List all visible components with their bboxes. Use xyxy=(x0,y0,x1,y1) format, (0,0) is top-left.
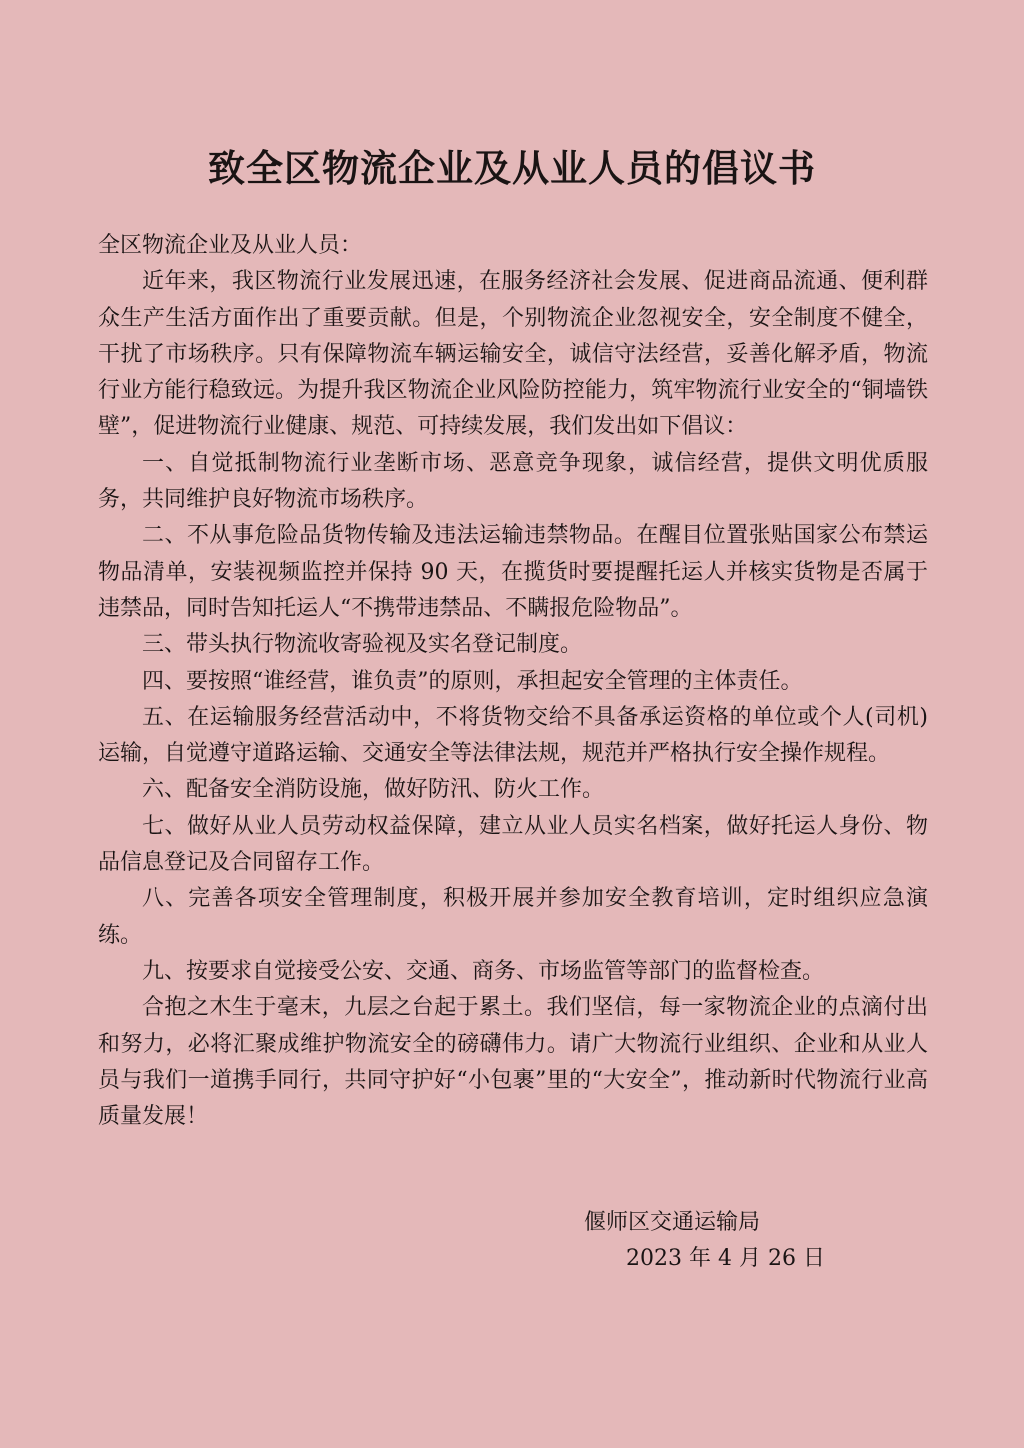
document-title: 致全区物流企业及从业人员的倡议书 xyxy=(208,146,816,190)
paragraph-item-3: 三、带头执行物流收寄验视及实名登记制度。 xyxy=(142,632,583,658)
paragraph-intro: 近年来，我区物流行业发展迅速，在服务经济社会发展、促进商品流通、便利群众生产生活方面作出了重要贡献。但是，个别物流企业忽视安全，安全制度不健全，干扰了市场秩序。只有保障物流车辆运输安全，诚信守法经营，妥善化解矛盾，物流行业方能行稳致远。为提升我区物流企业风险防控能力，筑牢物流行业安全的“铜墙铁壁”，促进物流行业健康、规范、可持续发展，我们发出如下倡议： xyxy=(98,269,928,440)
signature-date: 2023 年 4 月 26 日 xyxy=(626,1246,825,1271)
paragraph-item-6: 六、配备安全消防设施，做好防汛、防火工作。 xyxy=(142,777,605,803)
paragraph-closing: 合抱之木生于毫末，九层之台起于累土。我们坚信，每一家物流企业的点滴付出和努力，必将汇聚成维护物流安全的磅礴伟力。请广大物流行业组织、企业和从业人员与我们一道携手同行，共同守护好“小包裹”里的“大安全”，推动新时代物流行业高质量发展！ xyxy=(98,995,928,1130)
signature-block xyxy=(560,1205,860,1277)
document-body xyxy=(98,228,928,1135)
paragraph-item-5: 五、在运输服务经营活动中，不将货物交给不具备承运资格的单位或个人(司机)运输，自觉遵守道路运输、交通安全等法律法规，规范并严格执行安全操作规程。 xyxy=(98,704,928,767)
paragraph-item-1: 一、自觉抵制物流行业垄断市场、恶意竞争现象，诚信经营，提供文明优质服务，共同维护良好物流市场秩序。 xyxy=(98,450,928,513)
paragraph-item-2: 二、不从事危险品货物传输及违法运输违禁物品。在醒目位置张贴国家公布禁运物品清单，安装视频监控并保持 90 天，在揽货时要提醒托运人并核实货物是否属于违禁品，同时告知托运人“不携带违禁品、不瞒报危险物品”。 xyxy=(98,523,928,621)
signature-organization: 偃师区交通运输局 xyxy=(584,1210,761,1235)
paragraph-item-8: 八、完善各项安全管理制度，积极开展并参加安全教育培训，定时组织应急演练。 xyxy=(98,886,928,948)
paragraph-item-4: 四、要按照“谁经营，谁负责”的原则，承担起安全管理的主体责任。 xyxy=(142,668,803,694)
paragraph-item-9: 九、按要求自觉接受公安、交通、商务、市场监管等部门的监督检查。 xyxy=(142,958,825,984)
paragraph-item-7: 七、做好从业人员劳动权益保障，建立从业人员实名档案，做好托运人身份、物品信息登记及合同留存工作。 xyxy=(98,813,928,876)
salutation: 全区物流企业及从业人员： xyxy=(98,233,363,258)
